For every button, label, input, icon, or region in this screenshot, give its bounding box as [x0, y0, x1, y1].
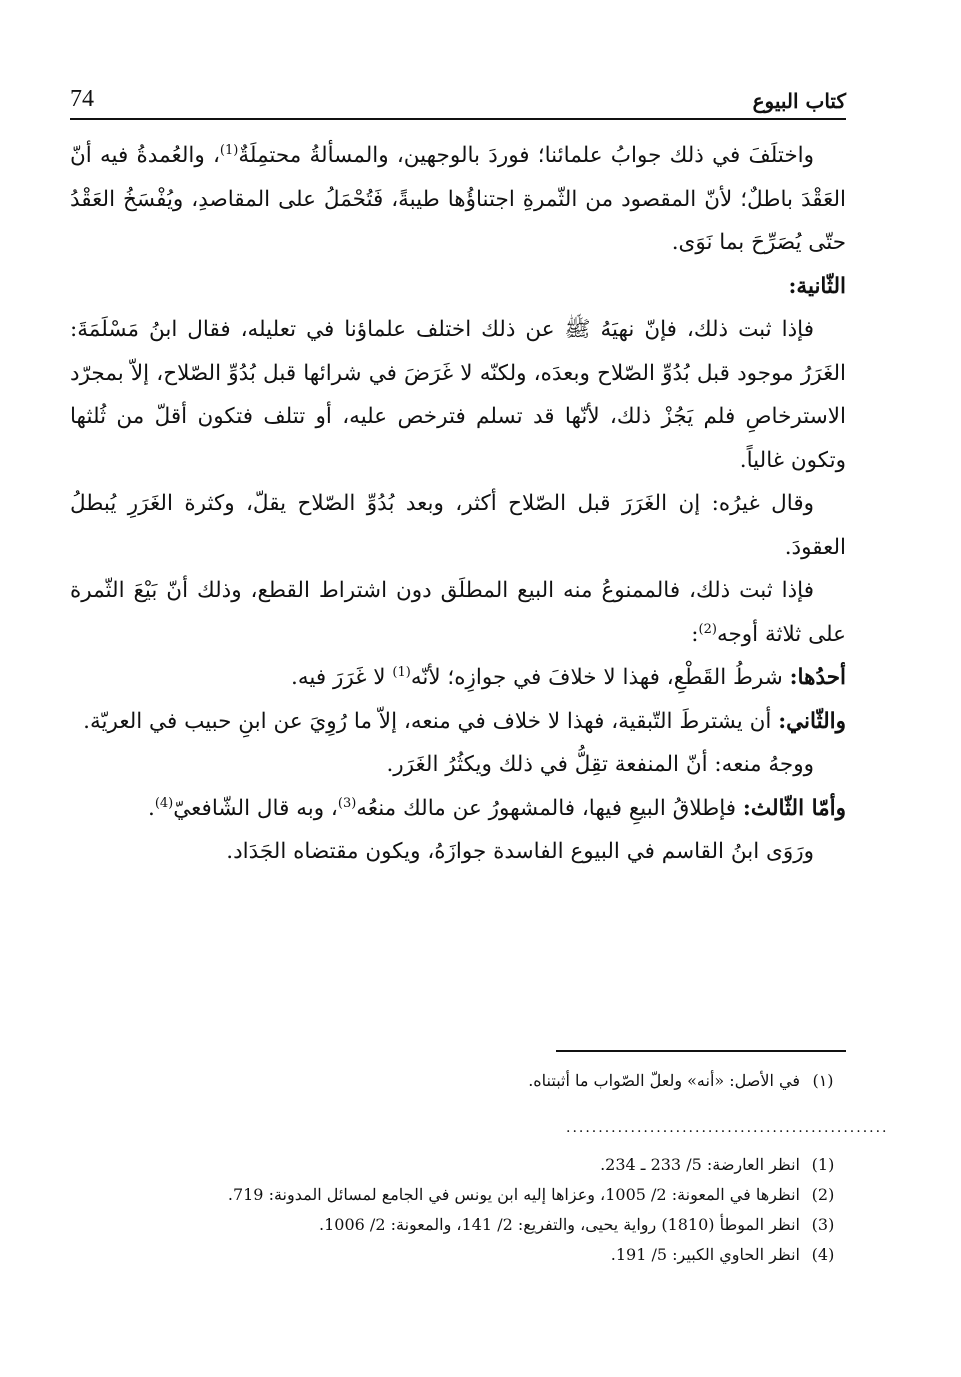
text-run: أن يشترطَ التّبقية، فهذا لا خلاف في منعه، إلاّ ما رُوِيَ عن ابنِ حبيب في العريّة. — [83, 708, 779, 734]
editor-footnotes — [146, 1066, 846, 1096]
paragraph-final: ورَوَى ابنُ القاسم في البيوع الفاسدة جوازَهُ، ويكون مقتضاه الجَدَاد. — [226, 839, 814, 864]
source-footnotes — [146, 1150, 846, 1270]
page-header — [70, 84, 846, 120]
footnote-text: انظر الحاوي الكبير: 5/ 191. — [610, 1245, 800, 1264]
footnote-row — [146, 1066, 846, 1096]
footnote-separator-dots: .................................................. — [566, 1120, 889, 1136]
footnote-ref-2: (2) — [698, 621, 717, 637]
text-run: واختلَفَ في ذلك جوابُ علمائنا؛ فوردَ بالوجهين، والمسألةُ محتمِلَةٌ — [238, 143, 814, 168]
editor-footnote-ref-1: (1) — [392, 664, 411, 680]
footnote-number: (١) — [812, 1071, 834, 1090]
text-run: ، والعُمدةُ فيه أنّ العَقْدَ باطلٌ؛ لأنّ المقصود من الثّمرةِ اجتناؤُها طيبةً، فَتُحْمَلُ على المقاصدِ، ويُفْسَخُ العَقْدُ حتّى يُصَرِّحَ بما نَوَى. — [70, 143, 846, 255]
paragraph-third-case — [70, 787, 846, 831]
text-run: فإذا ثبت ذلك، فالممنوعُ منه البيع المطلَق دون اشتراط القطع، وذلك أنّ بَيْعَ الثّمرة على ثلاثة أوجه — [70, 578, 846, 647]
footnote-row — [146, 1180, 846, 1210]
paragraph-3: وقال غيرُه: إن الغَرَرَ قبل الصّلاح أكثر، وبعد بُدُوِّ الصّلاح يقلّ، وكثرة الغَرَرِ يُبطلُ العقودَ. — [70, 491, 846, 560]
footnote-text: في الأصل: «أنه» ولعلّ الصّواب ما أثبتناه. — [528, 1071, 800, 1090]
footnote-number: (4) — [811, 1245, 835, 1264]
footnote-rule — [556, 1050, 846, 1052]
paragraph-first-case — [70, 656, 846, 700]
footnote-ref-1: (1) — [219, 142, 239, 158]
section-heading-second: الثّانية: — [788, 273, 846, 299]
text-run: ، وبه قال الشّافعيّ — [173, 795, 338, 821]
page-number: 74 — [70, 86, 94, 112]
paragraph-1 — [70, 134, 846, 265]
paragraph-reason: ووجهُ منعه: أنّ المنفعة تقِلُّ في ذلك ويكثُرُ الغَرَر. — [386, 752, 814, 777]
footnote-row — [146, 1240, 846, 1270]
main-text — [70, 134, 846, 874]
paragraph-second-case — [70, 700, 846, 744]
footnote-number: (3) — [811, 1215, 835, 1234]
text-run: : — [691, 621, 699, 647]
text-run: لا غَرَرَ فيه. — [291, 665, 393, 690]
footnote-text: انظرها في المعونة: 2/ 1005، وعزاها إليه ابن يونس في الجامع لمسائل المدونة: 719. — [227, 1185, 800, 1204]
text-run: . — [147, 795, 155, 821]
case-label-third: وأمّا الثّالث: — [742, 795, 846, 821]
footnote-text: انظر العارضة: 5/ 233 ـ 234. — [600, 1155, 800, 1174]
footnote-row — [146, 1150, 846, 1180]
footnote-text: انظر الموطأ (1810) رواية يحيى، والتفريع: 2/ 141، والمعونة: 2/ 1006. — [319, 1215, 800, 1234]
case-label-first: أحدُها: — [789, 665, 846, 690]
text-run: شرطُ القَطْعِ، فهذا لا خلافَ في جوازِه؛ لأنّه — [410, 665, 790, 690]
footnote-ref-4: (4) — [154, 795, 174, 811]
text-run: فإطلاقُ البيعِ فيها، فالمشهورُ عن مالك منعُه — [356, 795, 743, 821]
case-label-second: والثّاني: — [778, 708, 846, 734]
footnote-number: (2) — [811, 1185, 835, 1204]
footnote-number: (1) — [811, 1155, 835, 1174]
paragraph-2: فإذا ثبت ذلك، فإنّ نهيَهُ ﷺ عن ذلك اختلف علماؤنا في تعليله، فقال ابنُ مَسْلَمَةَ: الغَرَرُ موجود قبل بُدُوِّ الصّلاح وبعدَه، ولكنّه لا غَرَضَ في شرائها قبل بُدُوِّ الصّلاح، إلاّ بمجرّد الاسترخاصِ فلم يَجُزْ ذلك، لأنّها قد تسلم فترخص عليه، أو تتلف فتكون أقلّ من ثُلثها وتكون غالياً. — [70, 317, 846, 473]
paragraph-4 — [70, 569, 846, 656]
footnote-row — [146, 1210, 846, 1240]
footnote-ref-3: (3) — [337, 795, 357, 811]
running-title: كتاب البيوع — [752, 89, 846, 113]
